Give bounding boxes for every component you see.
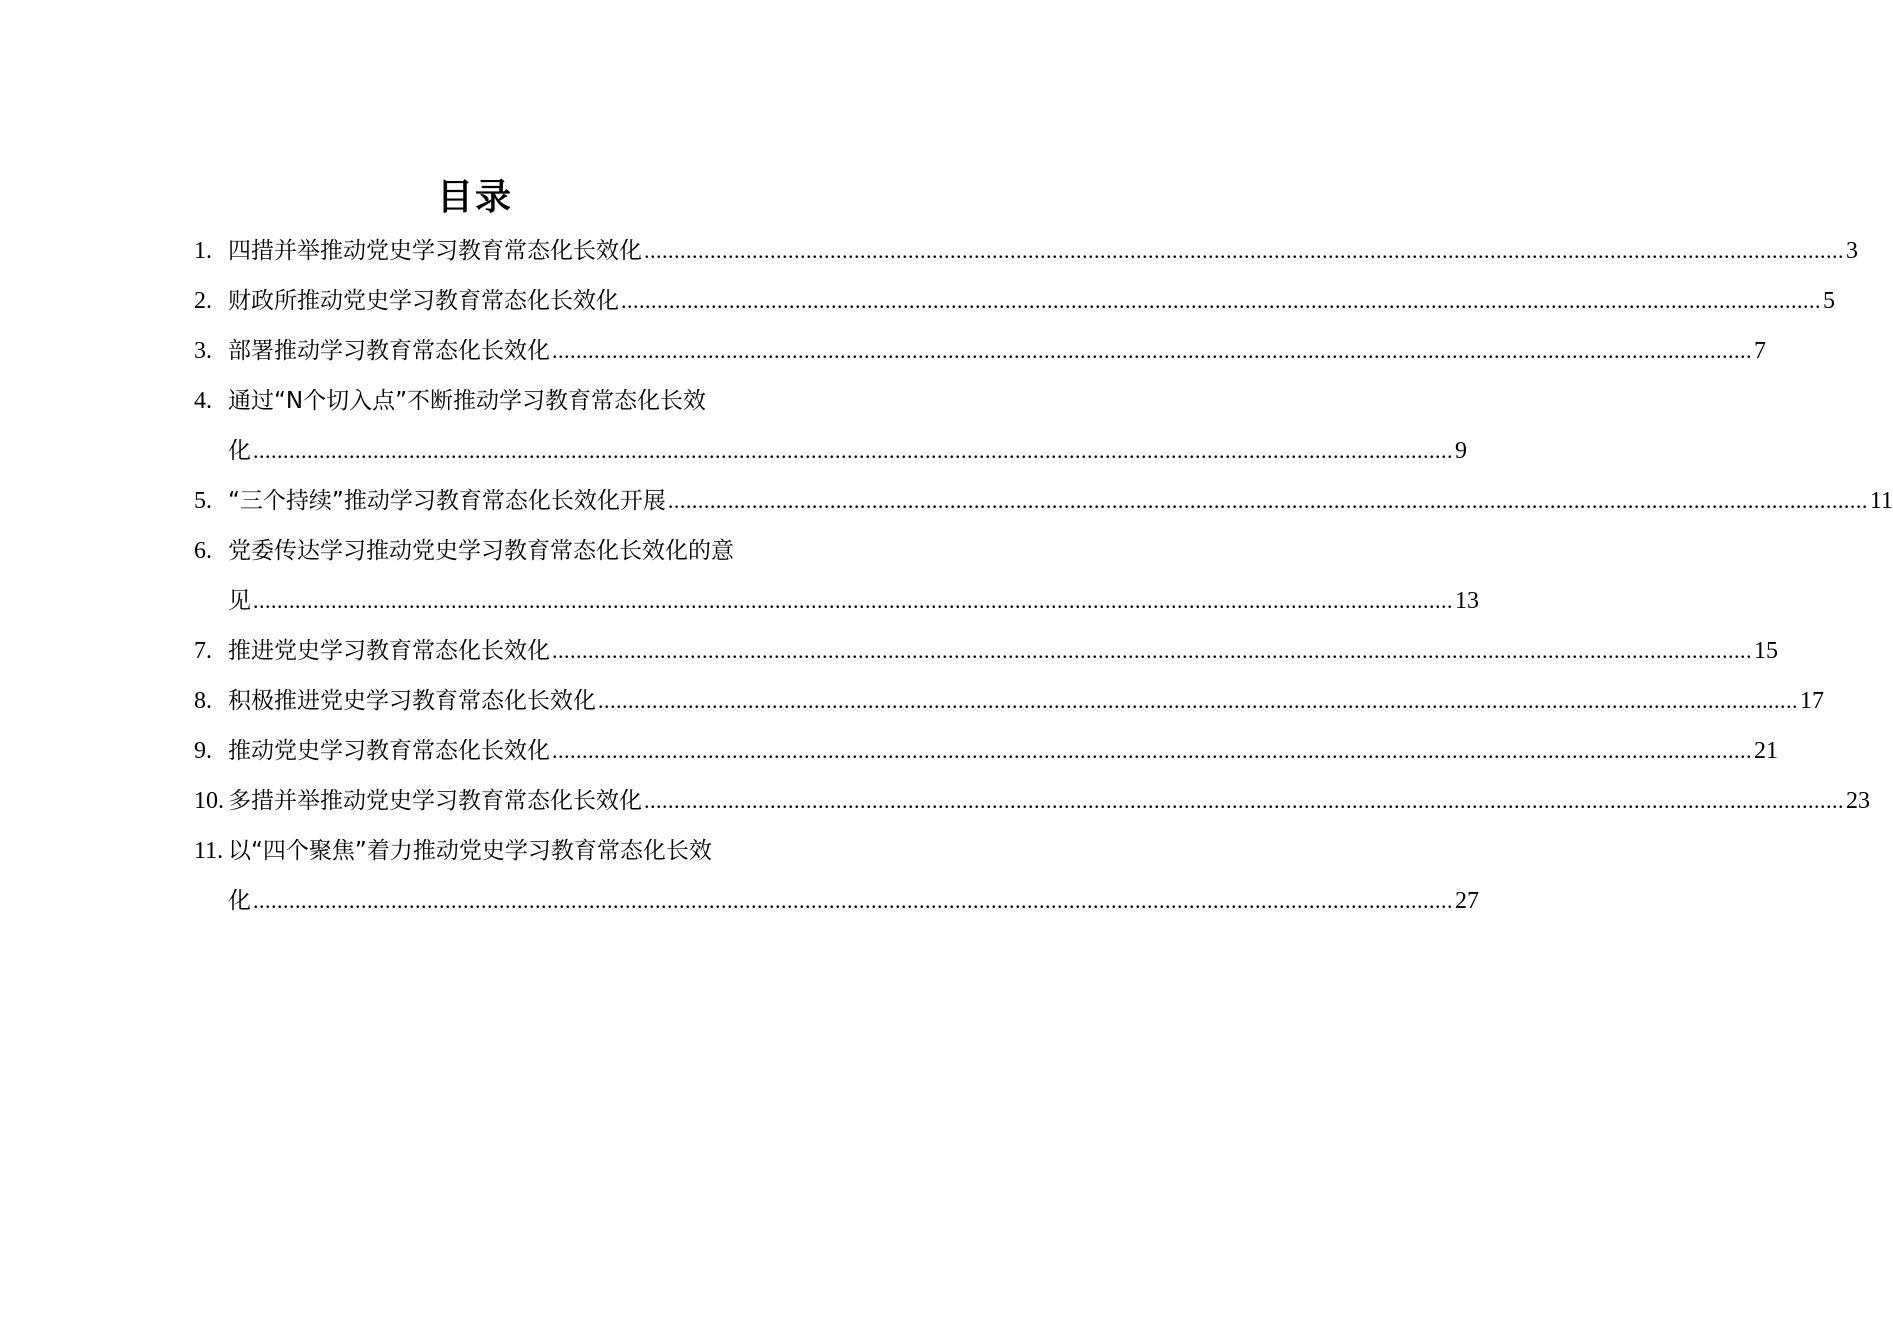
toc-entry-number: 4. bbox=[194, 388, 212, 414]
toc-entry-number: 8. bbox=[194, 688, 212, 714]
dot-leader: ........................................................................................................................................................................................................ bbox=[552, 338, 1752, 363]
dot-leader: ........................................................................................................................................................................................................ bbox=[253, 888, 1453, 913]
toc-entry[interactable] bbox=[194, 276, 1835, 326]
toc-entry-number: 3. bbox=[194, 338, 212, 364]
toc-title: 目录 bbox=[436, 176, 513, 218]
toc-entry-title: 以“四个聚焦”着力推动党史学习教育常态化长效 bbox=[228, 838, 712, 864]
toc-entry-number: 9. bbox=[194, 738, 212, 764]
toc-entry-title: 多措并举推动党史学习教育常态化长效化 bbox=[228, 788, 642, 814]
toc-entry-number: 5. bbox=[194, 488, 212, 514]
toc-entry-line bbox=[228, 476, 1893, 526]
toc-entry-number: 2. bbox=[194, 288, 212, 314]
toc-entry-line bbox=[228, 776, 1870, 826]
toc-page-number: 9 bbox=[1455, 438, 1467, 464]
toc-entry-line bbox=[228, 326, 1766, 376]
toc-entry-line bbox=[228, 876, 1479, 926]
toc-page-number: 21 bbox=[1754, 738, 1778, 764]
toc-entry-body bbox=[228, 326, 1766, 376]
toc-page-number: 5 bbox=[1823, 288, 1835, 314]
toc-entry-body bbox=[228, 226, 1858, 276]
toc-entry-line bbox=[228, 676, 1824, 726]
toc-entry-line bbox=[228, 226, 1858, 276]
dot-leader: ........................................................................................................................................................................................................ bbox=[253, 588, 1453, 613]
toc-entry-title: 党委传达学习推动党史学习教育常态化长效化的意 bbox=[228, 538, 734, 564]
toc-page-number: 23 bbox=[1846, 788, 1870, 814]
toc-entry-body bbox=[228, 376, 1467, 476]
toc-entry-number: 6. bbox=[194, 538, 212, 564]
toc-entry-body bbox=[228, 776, 1870, 826]
toc-entry[interactable] bbox=[194, 626, 1778, 676]
toc-entry[interactable] bbox=[194, 226, 1858, 276]
toc-page-number: 3 bbox=[1846, 238, 1858, 264]
toc-entry-title: 财政所推动党史学习教育常态化长效化 bbox=[228, 288, 619, 314]
toc-entry-body bbox=[228, 826, 1479, 926]
toc-entry-line bbox=[228, 826, 806, 876]
toc-entry-line bbox=[228, 726, 1778, 776]
toc-entry-line bbox=[228, 276, 1835, 326]
toc-entry-title: 推动党史学习教育常态化长效化 bbox=[228, 738, 550, 764]
dot-leader: ........................................................................................................................................................................................................ bbox=[253, 438, 1453, 463]
toc-entry-number: 1. bbox=[194, 238, 212, 264]
toc-entry-title: 通过“N个切入点”不断推动学习教育常态化长效 bbox=[228, 388, 707, 414]
toc-entry-body bbox=[228, 276, 1835, 326]
toc-entry-body bbox=[228, 726, 1778, 776]
toc-entry-line bbox=[228, 376, 806, 426]
toc-entry[interactable] bbox=[194, 826, 1479, 926]
toc-entry-title: 积极推进党史学习教育常态化长效化 bbox=[228, 688, 596, 714]
toc-entry[interactable] bbox=[194, 726, 1778, 776]
toc-entry-number: 7. bbox=[194, 638, 212, 664]
dot-leader: ........................................................................................................................................................................................................ bbox=[552, 738, 1752, 763]
toc-entry-title: 推进党史学习教育常态化长效化 bbox=[228, 638, 550, 664]
toc-page-number: 13 bbox=[1455, 588, 1479, 614]
toc-entry-title: “三个持续”推动学习教育常态化长效化开展 bbox=[228, 488, 666, 514]
toc-entry[interactable] bbox=[194, 376, 1467, 476]
dot-leader: ........................................................................................................................................................................................................ bbox=[552, 638, 1752, 663]
toc-entry[interactable] bbox=[194, 776, 1870, 826]
toc-entry-title: 部署推动学习教育常态化长效化 bbox=[228, 338, 550, 364]
toc-entry-line bbox=[228, 576, 1479, 626]
toc-entry[interactable] bbox=[194, 526, 1479, 626]
toc-entry[interactable] bbox=[194, 326, 1766, 376]
toc-entry-body bbox=[228, 476, 1893, 526]
dot-leader: ........................................................................................................................................................................................................ bbox=[644, 238, 1844, 263]
toc-page-number: 11 bbox=[1869, 488, 1893, 514]
toc-entry-line bbox=[228, 526, 806, 576]
dot-leader: ........................................................................................................................................................................................................ bbox=[621, 288, 1821, 313]
dot-leader: ........................................................................................................................................................................................................ bbox=[667, 488, 1868, 513]
toc-entry[interactable] bbox=[194, 476, 1893, 526]
table-of-contents bbox=[194, 226, 1893, 926]
toc-page-number: 7 bbox=[1754, 338, 1766, 364]
toc-page-number: 27 bbox=[1455, 888, 1479, 914]
toc-entry-number: 10. bbox=[194, 788, 224, 814]
toc-entry-title: 四措并举推动党史学习教育常态化长效化 bbox=[228, 238, 642, 264]
toc-entry-body bbox=[228, 676, 1824, 726]
toc-entry-line bbox=[228, 626, 1778, 676]
toc-entry-line bbox=[228, 426, 1467, 476]
toc-page-number: 15 bbox=[1754, 638, 1778, 664]
toc-entry-title: 化 bbox=[228, 438, 251, 464]
toc-entry-body bbox=[228, 626, 1778, 676]
toc-entry-title: 见 bbox=[228, 588, 251, 614]
toc-entry-title: 化 bbox=[228, 888, 251, 914]
dot-leader: ........................................................................................................................................................................................................ bbox=[644, 788, 1844, 813]
toc-entry-number: 11. bbox=[194, 838, 224, 864]
toc-entry-body bbox=[228, 526, 1479, 626]
toc-page-number: 17 bbox=[1800, 688, 1824, 714]
toc-entry[interactable] bbox=[194, 676, 1824, 726]
dot-leader: ........................................................................................................................................................................................................ bbox=[598, 688, 1798, 713]
